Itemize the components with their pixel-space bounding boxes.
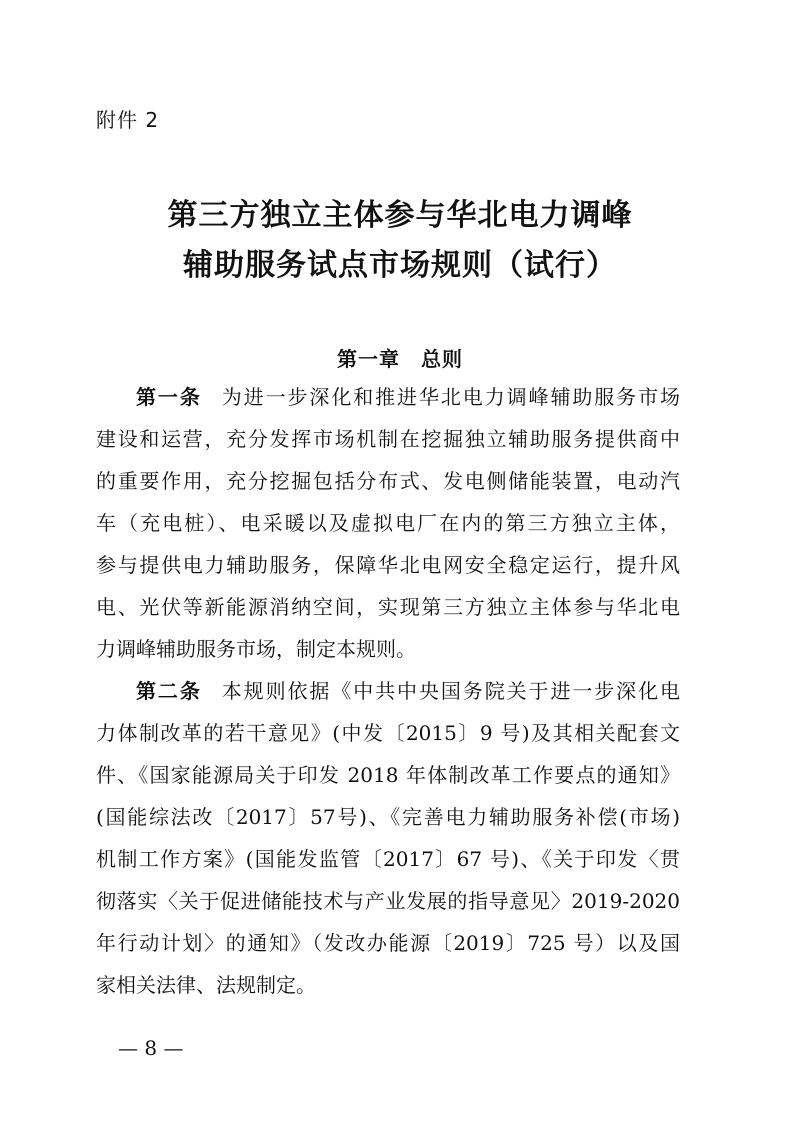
- document-title-line-1: 第三方独立主体参与华北电力调峰: [167, 198, 633, 233]
- document-title-line-2: 辅助服务试点市场规则（试行）: [183, 248, 617, 283]
- article-1-line-7: 力调峰辅助服务市场，制定本规则。: [96, 637, 416, 661]
- article-2-line-4: (国能综法改〔2017〕57号)、《完善电力辅助服务补偿(市场): [96, 805, 680, 829]
- article-1-line-3: 的重要作用，充分挖掘包括分布式、发电侧储能装置，电动汽: [96, 469, 680, 493]
- article-2-line-8: 家相关法律、法规制定。: [96, 973, 316, 997]
- article-2-line-3: 件、《国家能源局关于印发 2018 年体制改革工作要点的通知》: [96, 763, 680, 787]
- article-1-line-6: 电、光伏等新能源消纳空间，实现第三方独立主体参与华北电: [96, 595, 680, 619]
- article-2-line-5: 机制工作方案》(国能发监管〔2017〕67 号)、《关于印发〈贯: [96, 847, 680, 871]
- article-2-line-1: [136, 679, 680, 703]
- article-2-line-2: 力体制改革的若干意见》(中发〔2015〕9 号)及其相关配套文: [96, 721, 680, 745]
- article-1-text: 为进一步深化和推进华北电力调峰辅助服务市场: [221, 385, 681, 409]
- article-1-line-1: [136, 385, 680, 409]
- article-2-line-6: 彻落实〈关于促进储能技术与产业发展的指导意见〉2019-2020: [96, 889, 680, 913]
- article-2-label: 第二条: [136, 679, 202, 703]
- article-2-line-7: 年行动计划〉的通知》（发改办能源〔2019〕725 号）以及国: [96, 931, 680, 955]
- article-1-line-2: 建设和运营，充分发挥市场机制在挖掘独立辅助服务提供商中: [96, 427, 680, 451]
- article-1-line-4: 车（充电桩）、电采暖以及虚拟电厂在内的第三方独立主体，: [96, 511, 680, 535]
- article-1-line-5: 参与提供电力辅助服务，保障华北电网安全稳定运行，提升风: [96, 553, 680, 577]
- chapter-heading: 第一章 总则: [337, 347, 463, 371]
- page-number: — 8 —: [118, 1036, 184, 1060]
- article-2-text: 本规则依据《中共中央国务院关于进一步深化电: [221, 679, 681, 703]
- attachment-label: 附件 2: [96, 108, 160, 132]
- article-1-label: 第一条: [136, 385, 202, 409]
